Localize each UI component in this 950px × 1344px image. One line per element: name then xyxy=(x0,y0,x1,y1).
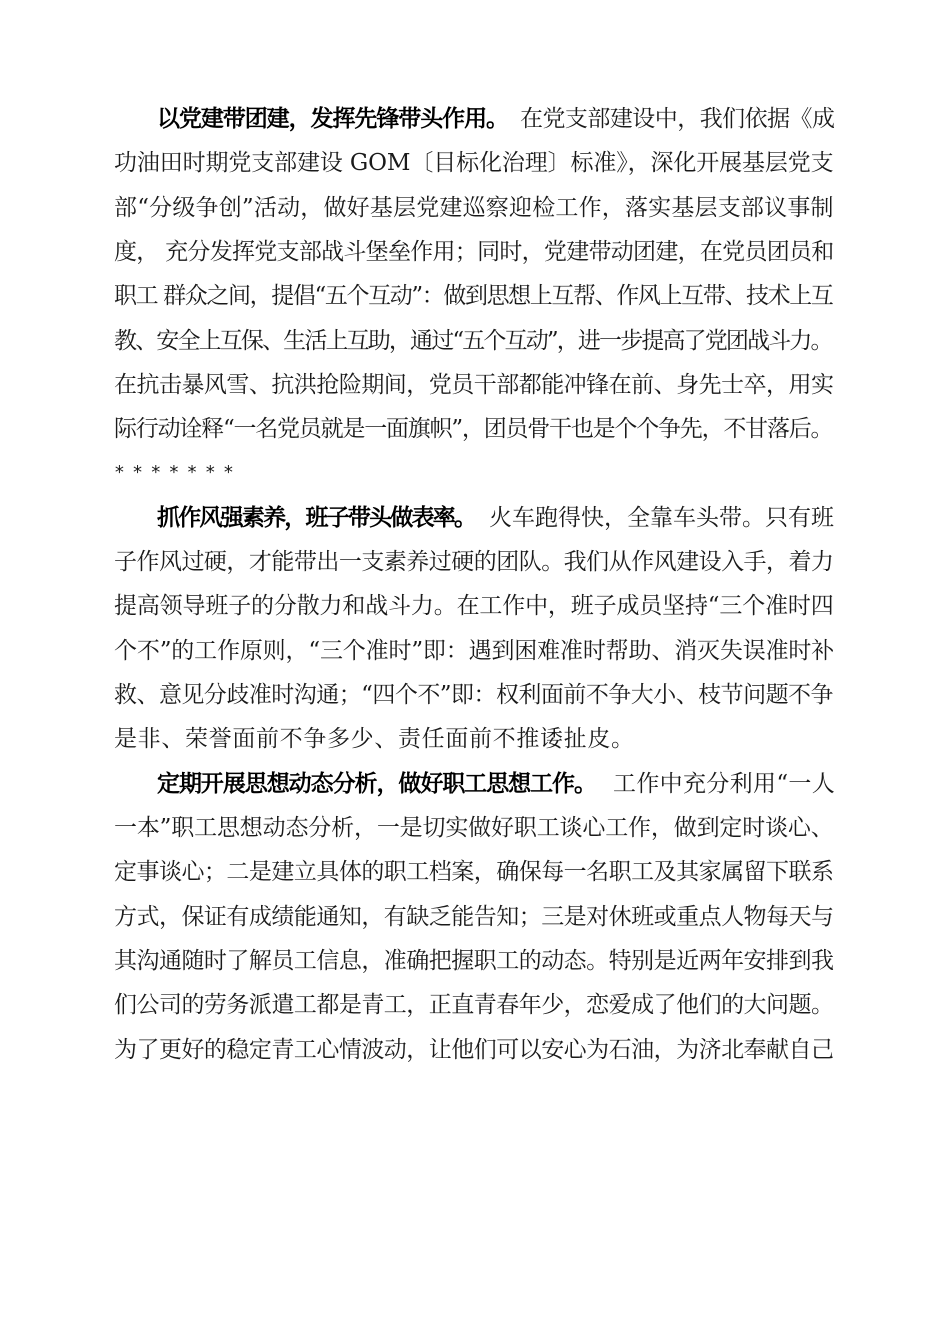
paragraph-2-line: 救、意见分歧准时沟通；“四个不”即：权利面前不争大小、枝节问题不争 xyxy=(114,682,833,708)
paragraph-1-line: 度， 充分发挥党支部战斗堡垒作用；同时，党建带动团建，在党员团员和 xyxy=(114,239,834,265)
paragraph-2-line: 子作风过硬，才能带出一支素养过硬的团队。我们从作风建设入手，着力 xyxy=(114,549,834,575)
paragraph-1-line: 职工 群众之间，提倡“五个互动”：做到思想上互帮、作风上互带、技术上互 xyxy=(114,283,833,309)
paragraph-3-line: 一本”职工思想动态分析，一是切实做好职工谈心工作，做到定时谈心、 xyxy=(114,815,834,841)
paragraph-2-line: 是非、荣誉面前不争多少、责任面前不推诿扯皮。 xyxy=(114,726,635,752)
paragraph-1-line: 教、安全上互保、生活上互助，通过“五个互动”，进一步提高了党团战斗力。 xyxy=(114,328,832,354)
paragraph-2-heading: 抓作风强素养，班子带头做表率。 xyxy=(157,504,476,531)
paragraph-1-line: 际行动诠释“一名党员就是一面旗帜”，团员骨干也是个个争先，不甘落后。 xyxy=(114,416,833,442)
paragraph-2-line: 个不”的工作原则，“三个准时”即：遇到困难准时帮助、消灭失误准时补 xyxy=(114,638,835,664)
paragraph-1-line: 部“分级争创”活动，做好基层党建巡察迎检工作，落实基层支部议事制 xyxy=(114,195,834,221)
paragraph-2-line: 提高领导班子的分散力和战斗力。在工作中，班子成员坚持“三个准时四 xyxy=(114,593,834,619)
paragraph-3-line: 工作中充分利用“一人 xyxy=(613,771,836,797)
paragraph-1-line: 在党支部建设中，我们依据《成 xyxy=(520,106,835,132)
paragraph-3-line: 们公司的劳务派遣工都是青工，正直青春年少，恋爱成了他们的大问题。 xyxy=(114,992,834,1018)
paragraph-3-line: 其沟通随时了解员工信息，准确把握职工的动态。特别是近两年安排到我 xyxy=(114,948,834,974)
paragraph-3-heading: 定期开展思想动态分析，做好职工思想工作。 xyxy=(157,770,596,797)
paragraph-3-line: 定事谈心；二是建立具体的职工档案，确保每一名职工及其家属留下联系 xyxy=(114,859,834,885)
paragraph-1-heading: 以党建带团建，发挥先锋带头作用。 xyxy=(157,105,508,132)
paragraph-1-line: 在抗击暴风雪、抗洪抢险期间，党员干部都能冲锋在前、身先士卒，用实 xyxy=(114,372,834,398)
paragraph-1-line: 功油田时期党支部建设 GOM〔目标化治理〕标准》，深化开展基层党支 xyxy=(114,150,834,176)
separator: ******* xyxy=(114,462,242,483)
paragraph-3-line: 方式，保证有成绩能通知，有缺乏能告知；三是对休班或重点人物每天与 xyxy=(114,904,834,930)
paragraph-3-line: 为了更好的稳定青工心情波动，让他们可以安心为石油，为济北奉献自己 xyxy=(114,1037,834,1063)
paragraph-2-line: 火车跑得快，全靠车头带。只有班 xyxy=(489,505,834,531)
